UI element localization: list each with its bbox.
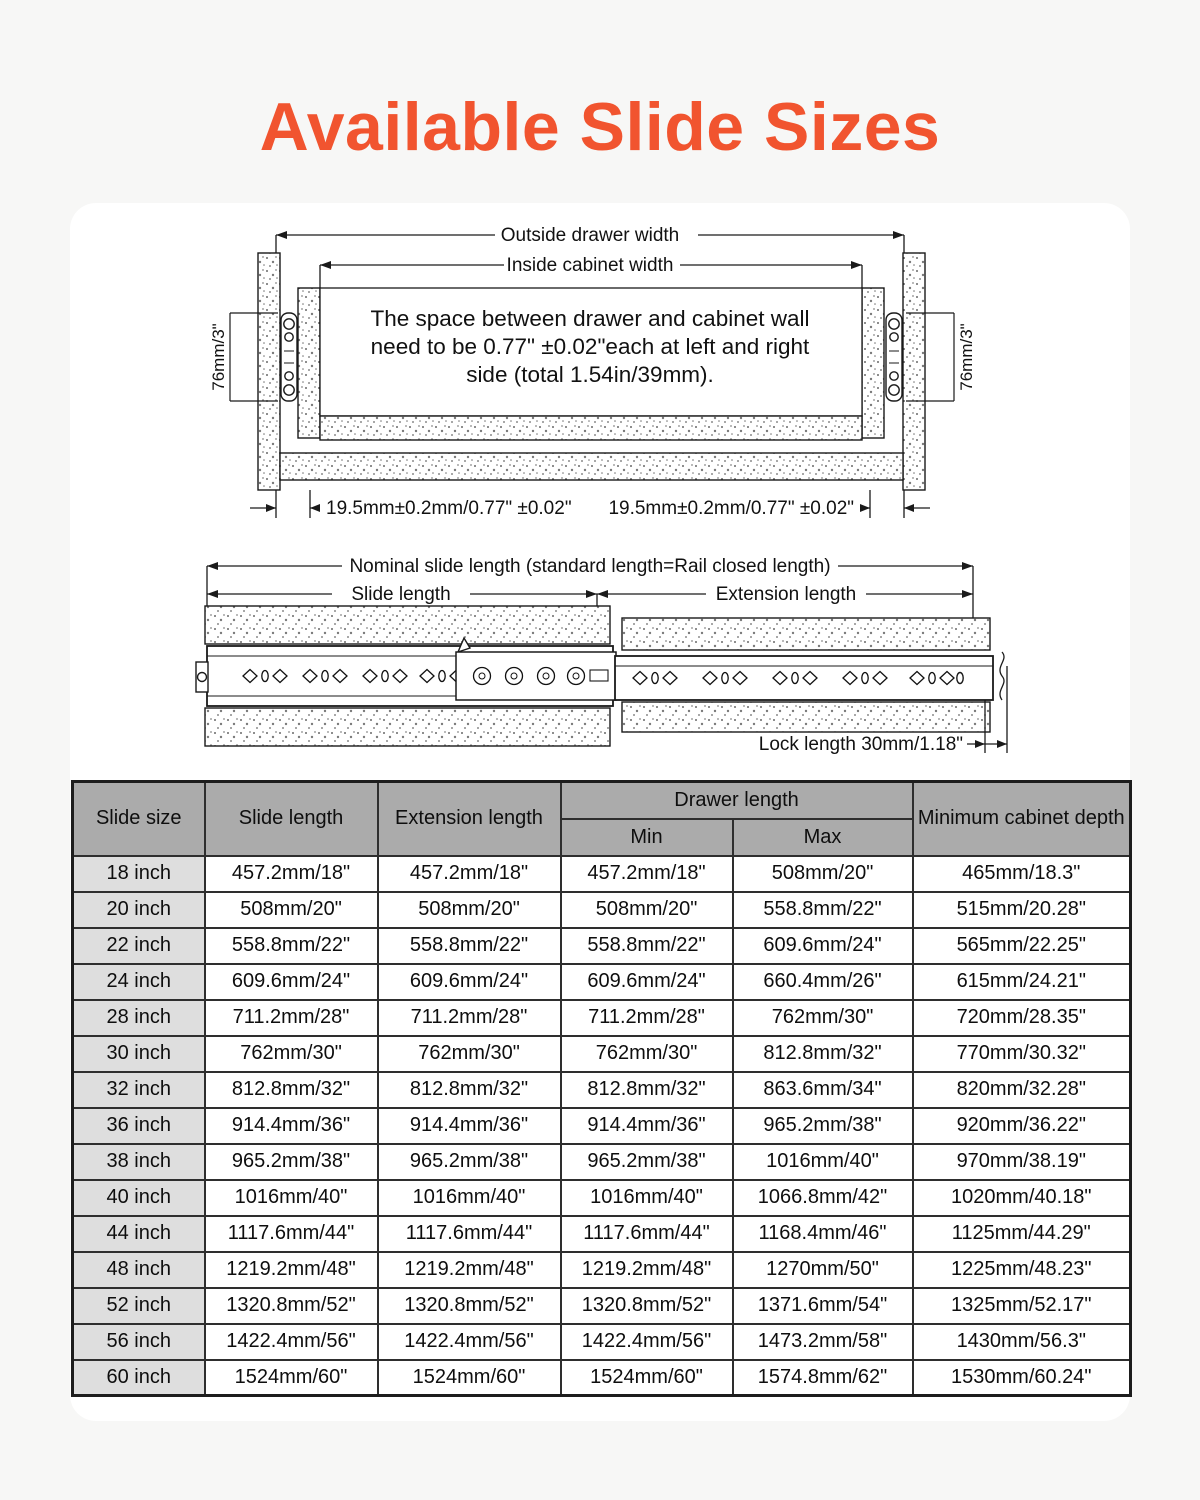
cell-value: 1530mm/60.24" (913, 1360, 1131, 1396)
table-row (73, 1144, 1131, 1180)
cell-value: 1325mm/52.17" (913, 1288, 1131, 1324)
cell-value: 965.2mm/38" (561, 1144, 733, 1180)
clearance-note-line2: need to be 0.77" ±0.02"each at left and right (370, 334, 810, 359)
cell-value: 508mm/20" (733, 856, 913, 892)
cell-value: 558.8mm/22" (378, 928, 561, 964)
drawer-bottom-panel (320, 416, 862, 440)
cell-value: 711.2mm/28" (378, 1000, 561, 1036)
cell-value: 558.8mm/22" (205, 928, 378, 964)
cell-value: 457.2mm/18" (205, 856, 378, 892)
cell-value: 812.8mm/32" (561, 1072, 733, 1108)
right-slide-cross-section (886, 313, 902, 401)
cell-value: 660.4mm/26" (733, 964, 913, 1000)
cell-value: 863.6mm/34" (733, 1072, 913, 1108)
cell-slide-size: 18 inch (73, 856, 205, 892)
cell-slide-size: 28 inch (73, 1000, 205, 1036)
cell-value: 711.2mm/28" (561, 1000, 733, 1036)
table-row (73, 1216, 1131, 1252)
table-row (73, 1252, 1131, 1288)
cell-value: 1219.2mm/48" (378, 1252, 561, 1288)
cell-value: 1168.4mm/46" (733, 1216, 913, 1252)
cell-value: 508mm/20" (378, 892, 561, 928)
right-bottom-wood-bar (622, 702, 990, 732)
left-bottom-wood-bar (205, 708, 610, 746)
cell-value: 1320.8mm/52" (205, 1288, 378, 1324)
cell-value: 565mm/22.25" (913, 928, 1131, 964)
cell-value: 609.6mm/24" (561, 964, 733, 1000)
cell-value: 558.8mm/22" (561, 928, 733, 964)
cell-slide-size: 56 inch (73, 1324, 205, 1360)
table-row (73, 1072, 1131, 1108)
cell-value: 609.6mm/24" (205, 964, 378, 1000)
header-slide-size: Slide size (73, 782, 205, 856)
cell-slide-size: 20 inch (73, 892, 205, 928)
cell-value: 1524mm/60" (205, 1360, 378, 1396)
cell-value: 820mm/32.28" (913, 1072, 1131, 1108)
left-top-wood-bar (205, 606, 610, 644)
left-clearance-label: 76mm/3" (209, 323, 228, 391)
cell-value: 1117.6mm/44" (378, 1216, 561, 1252)
cell-slide-size: 52 inch (73, 1288, 205, 1324)
table-row (73, 928, 1131, 964)
cell-value: 965.2mm/38" (733, 1108, 913, 1144)
cell-value: 1016mm/40" (733, 1144, 913, 1180)
cell-value: 1473.2mm/58" (733, 1324, 913, 1360)
cell-value: 1066.8mm/42" (733, 1180, 913, 1216)
cell-value: 1225mm/48.23" (913, 1252, 1131, 1288)
header-slide-length: Slide length (205, 782, 378, 856)
outside-width-label: Outside drawer width (500, 225, 680, 246)
right-clearance-label: 76mm/3" (957, 323, 976, 391)
table-row (73, 856, 1131, 892)
cell-value: 762mm/30" (561, 1036, 733, 1072)
cell-value: 965.2mm/38" (378, 1144, 561, 1180)
spec-table-wrap (71, 780, 1129, 1397)
cell-value: 812.8mm/32" (378, 1072, 561, 1108)
cell-slide-size: 60 inch (73, 1360, 205, 1396)
cell-value: 1117.6mm/44" (205, 1216, 378, 1252)
table-row (73, 1324, 1131, 1360)
header-min-cabinet-depth: Minimum cabinet depth (913, 782, 1131, 856)
cell-value: 508mm/20" (205, 892, 378, 928)
break-line (1000, 652, 1004, 700)
lock-length-label: Lock length 30mm/1.18" (758, 734, 963, 755)
left-gap-dimension (250, 490, 320, 518)
nominal-length-label: Nominal slide length (standard length=Rail closed length) (349, 556, 831, 577)
cell-value: 1524mm/60" (378, 1360, 561, 1396)
right-gap-label: 19.5mm±0.2mm/0.77" ±0.02" (608, 498, 854, 519)
cell-value: 1320.8mm/52" (561, 1288, 733, 1324)
cell-slide-size: 36 inch (73, 1108, 205, 1144)
cell-value: 609.6mm/24" (733, 928, 913, 964)
cell-value: 1117.6mm/44" (561, 1216, 733, 1252)
cell-value: 1020mm/40.18" (913, 1180, 1131, 1216)
cell-value: 914.4mm/36" (205, 1108, 378, 1144)
table-row (73, 1000, 1131, 1036)
cell-slide-size: 22 inch (73, 928, 205, 964)
cell-value: 457.2mm/18" (378, 856, 561, 892)
cell-value: 1219.2mm/48" (561, 1252, 733, 1288)
cell-slide-size: 24 inch (73, 964, 205, 1000)
cell-value: 508mm/20" (561, 892, 733, 928)
cabinet-bottom-panel (280, 453, 903, 480)
cell-value: 1320.8mm/52" (378, 1288, 561, 1324)
left-gap-label: 19.5mm±0.2mm/0.77" ±0.02" (326, 498, 572, 519)
page-title: Available Slide Sizes (259, 89, 941, 165)
cell-slide-size: 32 inch (73, 1072, 205, 1108)
cell-value: 1016mm/40" (205, 1180, 378, 1216)
cell-value: 914.4mm/36" (378, 1108, 561, 1144)
table-row (73, 1036, 1131, 1072)
cell-value: 711.2mm/28" (205, 1000, 378, 1036)
cell-value: 970mm/38.19" (913, 1144, 1131, 1180)
cell-value: 914.4mm/36" (561, 1108, 733, 1144)
inner-rail (615, 656, 993, 700)
cell-value: 1371.6mm/54" (733, 1288, 913, 1324)
cell-value: 720mm/28.35" (913, 1000, 1131, 1036)
cell-value: 1016mm/40" (378, 1180, 561, 1216)
cell-value: 812.8mm/32" (205, 1072, 378, 1108)
cell-value: 1574.8mm/62" (733, 1360, 913, 1396)
table-row (73, 1360, 1131, 1396)
right-cabinet-wall (903, 253, 925, 490)
cell-value: 770mm/30.32" (913, 1036, 1131, 1072)
right-gap-dimension (860, 490, 930, 518)
clearance-note-line3: side (total 1.54in/39mm). (466, 362, 714, 387)
right-drawer-side (862, 288, 884, 438)
header-drawer-max: Max (733, 819, 913, 856)
table-row (73, 1180, 1131, 1216)
cell-value: 558.8mm/22" (733, 892, 913, 928)
table-body (73, 856, 1131, 1396)
cell-value: 515mm/20.28" (913, 892, 1131, 928)
cell-value: 1422.4mm/56" (378, 1324, 561, 1360)
table-row (73, 1108, 1131, 1144)
cell-value: 1422.4mm/56" (205, 1324, 378, 1360)
slide-length-label: Slide length (351, 584, 451, 605)
left-slide-cross-section (281, 313, 297, 401)
diagram2-linework (196, 562, 1007, 753)
cell-value: 762mm/30" (733, 1000, 913, 1036)
left-cabinet-wall (258, 253, 280, 490)
header-drawer-min: Min (561, 819, 733, 856)
cell-value: 1524mm/60" (561, 1360, 733, 1396)
cell-value: 812.8mm/32" (733, 1036, 913, 1072)
table-row (73, 1288, 1131, 1324)
cell-value: 762mm/30" (205, 1036, 378, 1072)
cell-value: 1270mm/50" (733, 1252, 913, 1288)
extension-length-label: Extension length (715, 584, 857, 605)
left-drawer-side (298, 288, 320, 438)
cell-slide-size: 30 inch (73, 1036, 205, 1072)
table-header (73, 782, 1131, 856)
table-row (73, 892, 1131, 928)
cell-value: 920mm/36.22" (913, 1108, 1131, 1144)
cell-value: 609.6mm/24" (378, 964, 561, 1000)
cell-value: 1219.2mm/48" (205, 1252, 378, 1288)
header-drawer-length: Drawer length (561, 782, 913, 819)
header-extension-length: Extension length (378, 782, 561, 856)
cell-value: 1430mm/56.3" (913, 1324, 1131, 1360)
cell-value: 1125mm/44.29" (913, 1216, 1131, 1252)
clearance-note-line1: The space between drawer and cabinet wall (370, 306, 810, 331)
cell-value: 457.2mm/18" (561, 856, 733, 892)
cell-slide-size: 38 inch (73, 1144, 205, 1180)
cell-value: 1422.4mm/56" (561, 1324, 733, 1360)
slide-size-table (71, 780, 1132, 1397)
cell-value: 762mm/30" (378, 1036, 561, 1072)
cell-slide-size: 40 inch (73, 1180, 205, 1216)
cell-slide-size: 48 inch (73, 1252, 205, 1288)
right-top-wood-bar (622, 618, 990, 650)
cabinet-width-diagram (70, 203, 1130, 548)
slide-length-diagram (70, 548, 1130, 780)
cell-value: 1016mm/40" (561, 1180, 733, 1216)
table-row (73, 964, 1131, 1000)
cell-value: 465mm/18.3" (913, 856, 1131, 892)
spec-card (70, 203, 1130, 1421)
cell-slide-size: 44 inch (73, 1216, 205, 1252)
inside-width-label: Inside cabinet width (506, 255, 674, 276)
cell-value: 615mm/24.21" (913, 964, 1131, 1000)
cell-value: 965.2mm/38" (205, 1144, 378, 1180)
